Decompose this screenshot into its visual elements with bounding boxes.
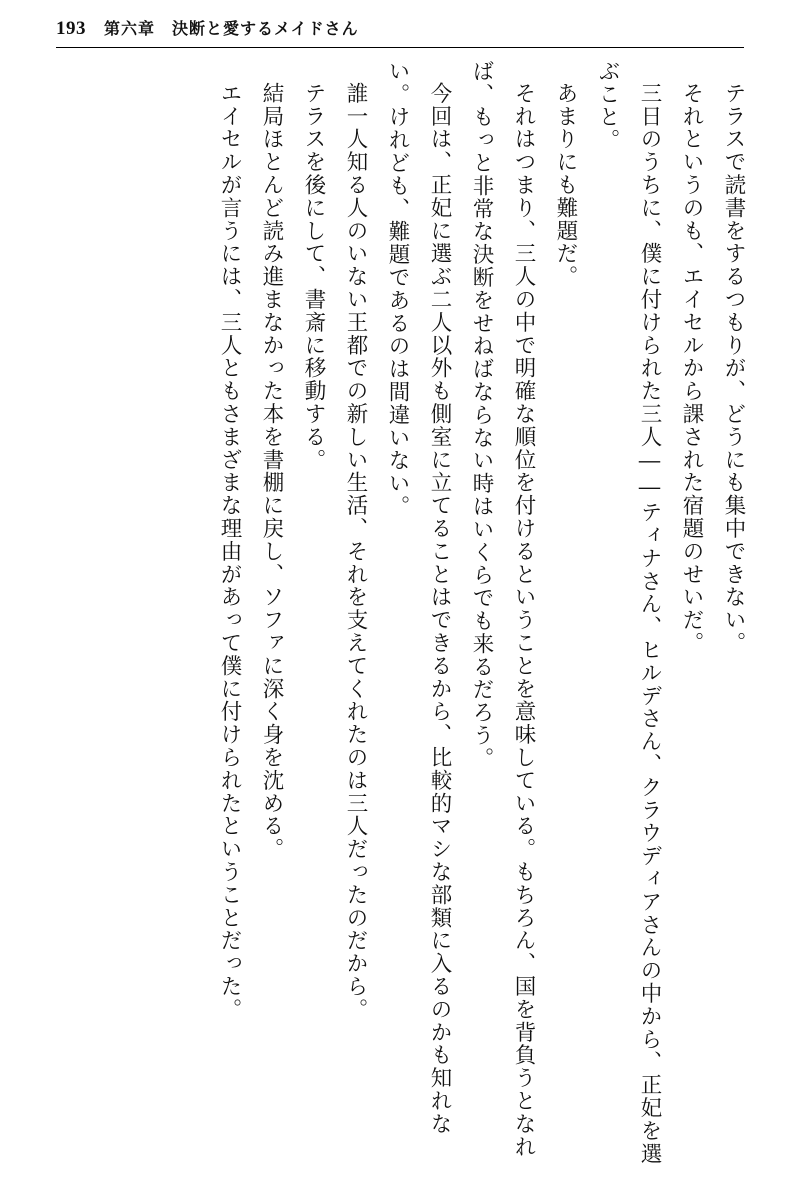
vertical-text-block [208, 60, 754, 1165]
chapter-title: 第六章 決断と愛するメイドさん [104, 21, 359, 38]
running-header [56, 16, 744, 48]
paragraph: 誰一人知る人のいない王都での新しい生活、それを支えてくれたのは三人だったのだから。 [343, 81, 368, 1021]
paragraph: それはつまり、三人の中で明確な順位を付けるということを意味している。もちろん、国を背負うとなれば、もっと非常な決断をせねばならない時はいくらでも来るだろう。 [469, 60, 536, 1158]
header-divider [56, 47, 744, 48]
page-number: 193 [56, 18, 86, 39]
body-text-area [46, 60, 754, 1172]
paragraph: テラスを後にして、書斎に移動する。 [301, 81, 326, 471]
paragraph: 三日のうちに、僕に付けられた三人――ティナさん、ヒルデさん、クラウディアさんの中から、正妃を選ぶこと。 [595, 60, 662, 1165]
paragraph: 今回は、正妃に選ぶ二人以外も側室に立てることはできるから、比較的マシな部類に入るのかも知れない。けれども、難題であるのは間違いない。 [385, 60, 452, 1135]
paragraph: テラスで読書をするつもりが、どうにも集中できない。 [721, 81, 746, 654]
paragraph: あまりにも難題だ。 [553, 81, 578, 288]
paragraph: それというのも、エイセルから課された宿題のせいだ。 [679, 81, 704, 654]
paragraph: 結局ほとんど読み進まなかった本を書棚に戻し、ソファに深く身を沈める。 [259, 81, 284, 861]
paragraph: エイセルが言うには、三人ともさまざまな理由があって僕に付けられたということだった。 [217, 81, 242, 1021]
